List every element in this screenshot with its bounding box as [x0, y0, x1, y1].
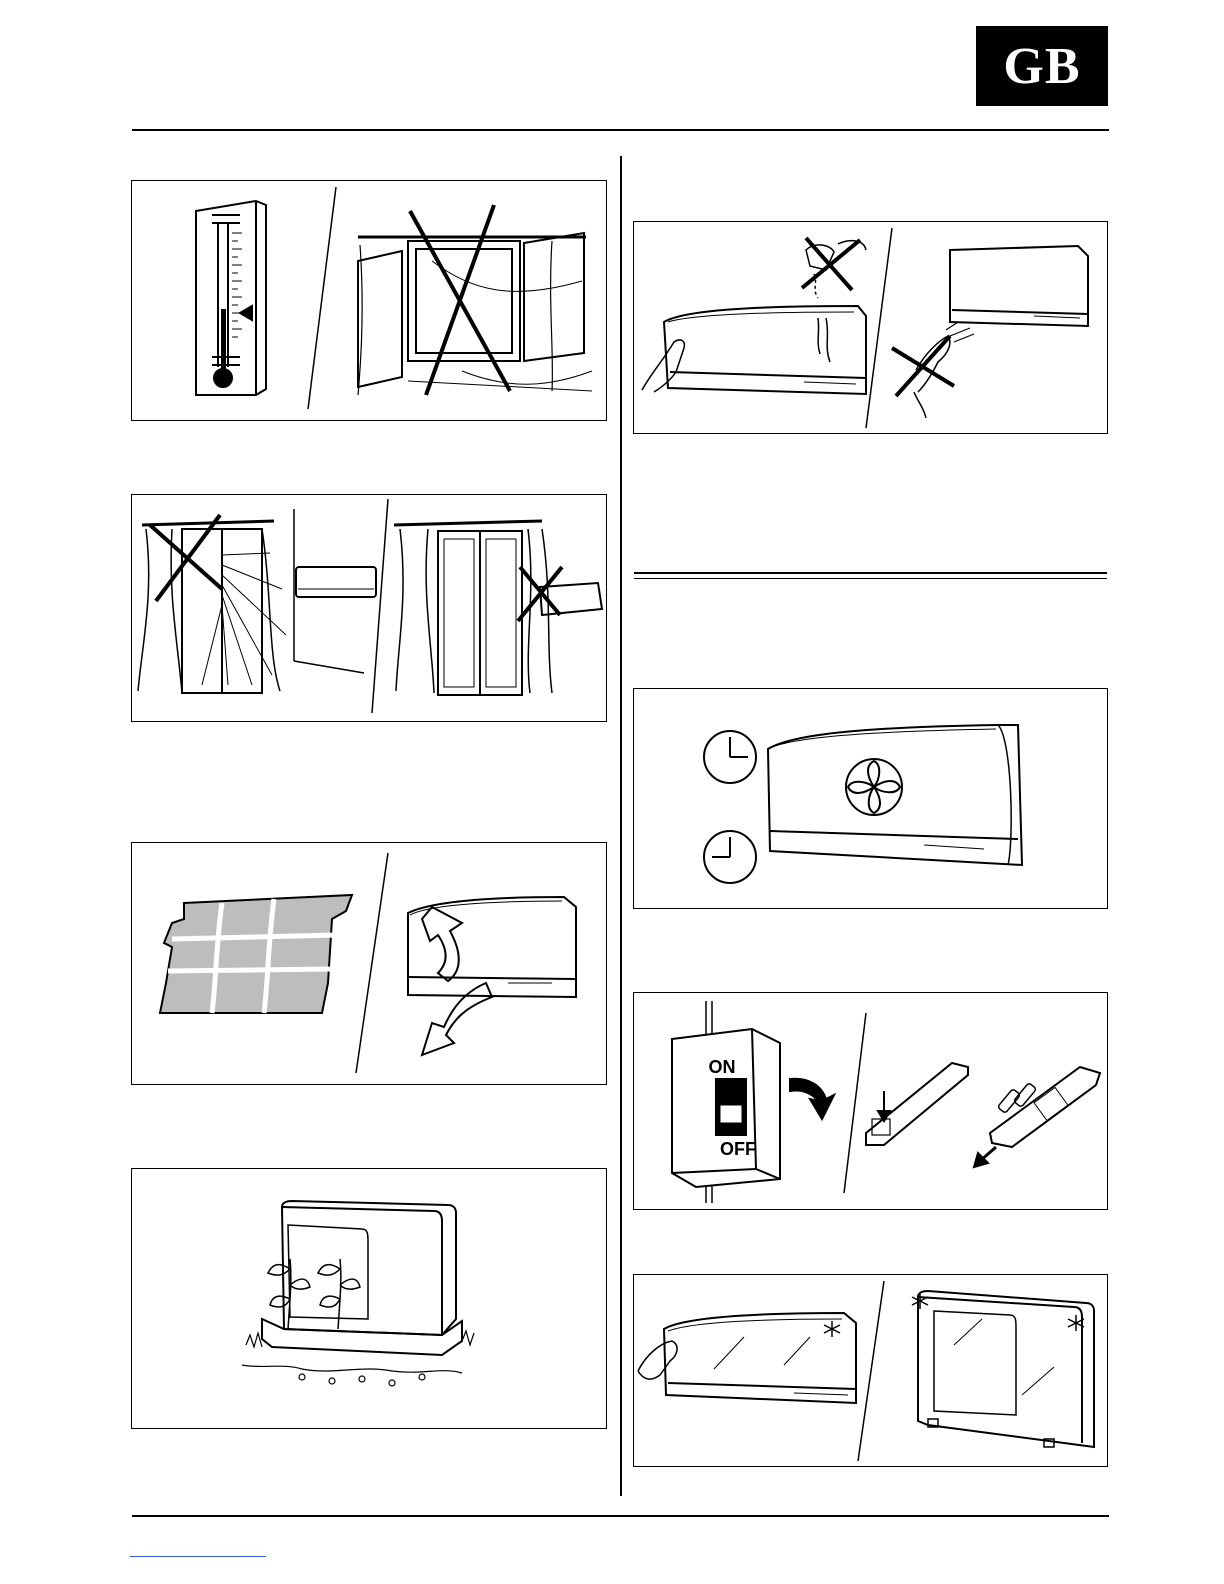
battery-icon: [997, 1083, 1036, 1114]
illustration-power-off-batteries: [633, 992, 1108, 1210]
wiping-hand-icon: [642, 340, 684, 392]
footer-rule: [132, 1515, 1109, 1517]
wall-switch-icon: [672, 1029, 780, 1187]
switch-on-label: ON: [708, 1057, 736, 1077]
indoor-unit-icon: [408, 897, 576, 997]
outdoor-unit-icon: [918, 1291, 1094, 1447]
illustration-fan-mode-timer: [633, 688, 1108, 909]
indoor-unit-icon: [296, 567, 376, 597]
thermometer-icon: [196, 201, 266, 395]
prohibited-cross-icon: [150, 515, 222, 601]
illustration-outdoor-unit-plants: [131, 1168, 607, 1429]
sparkle-icon: [824, 1321, 840, 1337]
illustration-cleaning-no-water: [633, 221, 1108, 434]
remote-control-icon: [990, 1067, 1100, 1147]
fan-icon: [846, 759, 902, 815]
clock-icon: [704, 831, 756, 883]
airflow-arrow-icon: [422, 983, 492, 1055]
illustration-sunlight-curtains: [131, 494, 607, 722]
prohibited-cross-icon: [410, 205, 510, 395]
spray-nozzle-icon: [914, 336, 950, 418]
outdoor-unit-icon: [262, 1201, 462, 1355]
window-curtains-icon: [138, 521, 286, 693]
indoor-unit-icon: [950, 246, 1088, 326]
wiping-hand-icon: [638, 1341, 677, 1379]
airflow-arrow-icon: [422, 907, 462, 981]
turn-arrow-icon: [790, 1079, 834, 1119]
air-filter-icon: [160, 895, 352, 1013]
section-rule-bottom: [634, 578, 1107, 579]
remove-arrow-icon: [974, 1147, 996, 1167]
indoor-unit-icon: [540, 583, 602, 615]
section-rule-top: [634, 572, 1107, 574]
remote-holder-icon: [866, 1063, 968, 1145]
grass-icon: [242, 1331, 474, 1386]
illustration-clean-units: [633, 1274, 1108, 1467]
switch-off-label: OFF: [720, 1139, 756, 1159]
indoor-unit-icon: [664, 306, 866, 394]
prohibited-cross-icon: [802, 238, 860, 290]
column-divider: [620, 156, 622, 1496]
illustration-thermometer-window: [131, 180, 607, 421]
footer-link-underline[interactable]: [130, 1556, 266, 1557]
illustration-filter-airflow: [131, 842, 607, 1085]
indoor-unit-icon: [768, 725, 1022, 865]
header-rule: [132, 129, 1109, 131]
clock-icon: [704, 731, 756, 783]
water-drip-icon: [818, 318, 830, 362]
language-badge: GB: [976, 26, 1108, 106]
